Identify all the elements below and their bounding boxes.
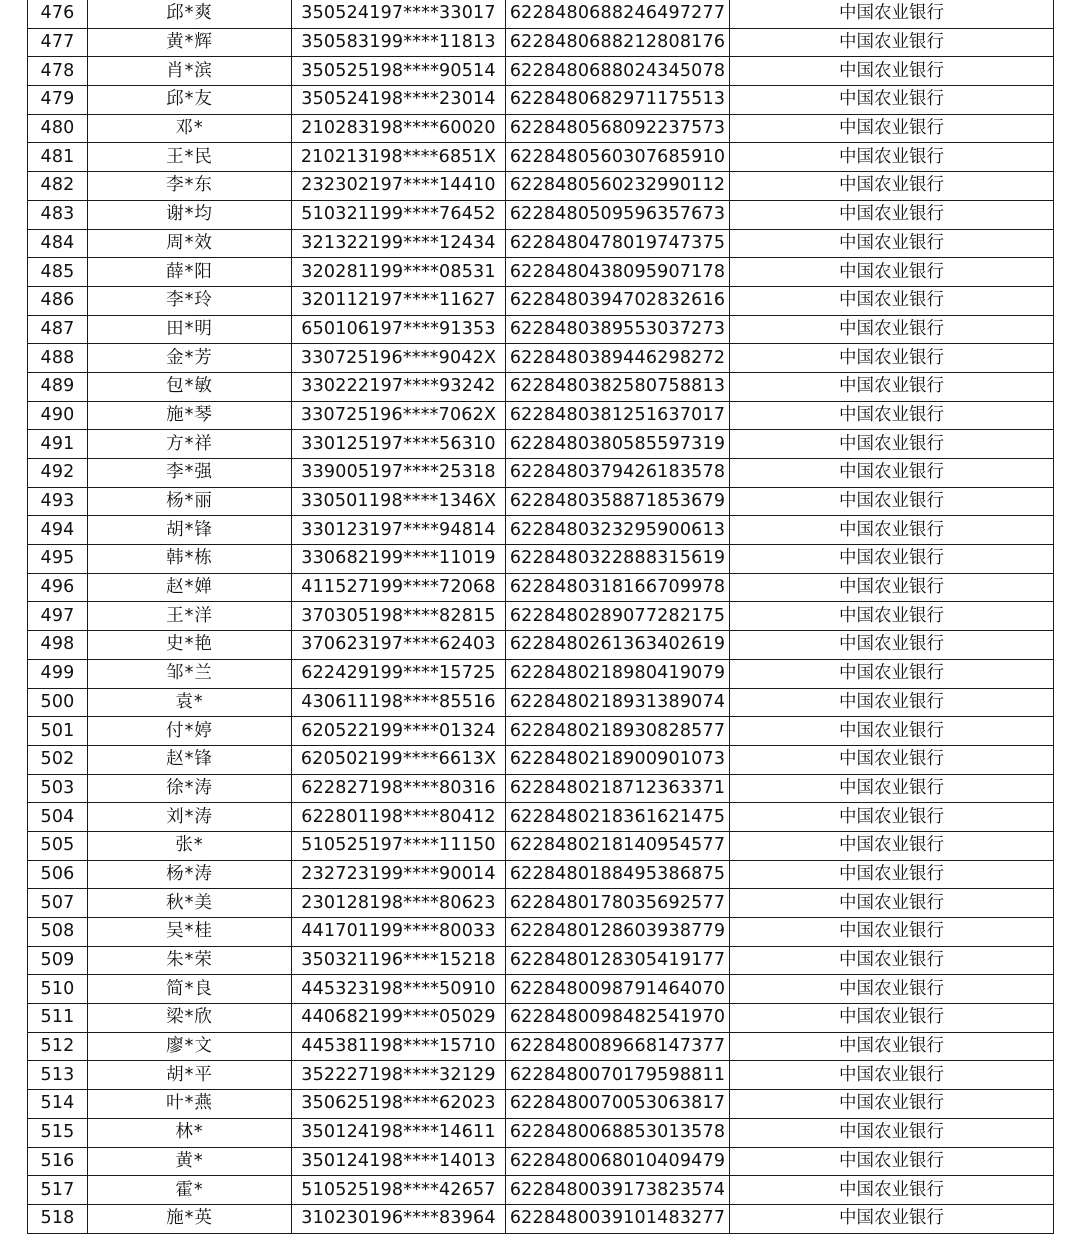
- id-number-cell: 210283198****60020: [292, 114, 506, 143]
- bank-name-cell: 中国农业银行: [730, 774, 1054, 803]
- card-number-cell: 6228480323295900613: [506, 516, 730, 545]
- bank-name-cell: 中国农业银行: [730, 114, 1054, 143]
- card-number-cell: 6228480070179598811: [506, 1061, 730, 1090]
- table-row: [28, 1204, 1054, 1233]
- card-number-cell: 6228480568092237573: [506, 114, 730, 143]
- card-number-cell: 6228480560232990112: [506, 172, 730, 201]
- table-body: [28, 0, 1054, 1233]
- table-row: [28, 286, 1054, 315]
- card-number-cell: 6228480128603938779: [506, 918, 730, 947]
- bank-name-cell: 中国农业银行: [730, 1090, 1054, 1119]
- id-number-cell: 510525198****42657: [292, 1176, 506, 1205]
- id-number-cell: 310230196****83964: [292, 1204, 506, 1233]
- row-number-cell: 510: [28, 975, 88, 1004]
- card-number-cell: 6228480218980419079: [506, 659, 730, 688]
- bank-name-cell: 中国农业银行: [730, 0, 1054, 28]
- bank-name-cell: 中国农业银行: [730, 487, 1054, 516]
- table-row: [28, 344, 1054, 373]
- bank-name-cell: 中国农业银行: [730, 918, 1054, 947]
- id-number-cell: 321322199****12434: [292, 229, 506, 258]
- name-cell: 谢*均: [88, 200, 292, 229]
- table-row: [28, 1004, 1054, 1033]
- name-cell: 薛*阳: [88, 258, 292, 287]
- id-number-cell: 232302197****14410: [292, 172, 506, 201]
- row-number-cell: 516: [28, 1147, 88, 1176]
- id-number-cell: 350583199****11813: [292, 28, 506, 57]
- name-cell: 王*洋: [88, 602, 292, 631]
- name-cell: 方*祥: [88, 430, 292, 459]
- bank-name-cell: 中国农业银行: [730, 516, 1054, 545]
- row-number-cell: 499: [28, 659, 88, 688]
- bank-name-cell: 中国农业银行: [730, 315, 1054, 344]
- card-number-cell: 6228480218900901073: [506, 745, 730, 774]
- bank-name-cell: 中国农业银行: [730, 1118, 1054, 1147]
- name-cell: 黄*: [88, 1147, 292, 1176]
- table-row: [28, 459, 1054, 488]
- row-number-cell: 493: [28, 487, 88, 516]
- bank-name-cell: 中国农业银行: [730, 57, 1054, 86]
- name-cell: 韩*栋: [88, 545, 292, 574]
- name-cell: 田*明: [88, 315, 292, 344]
- name-cell: 邹*兰: [88, 659, 292, 688]
- id-number-cell: 352227198****32129: [292, 1061, 506, 1090]
- table-row: [28, 1176, 1054, 1205]
- row-number-cell: 517: [28, 1176, 88, 1205]
- bank-name-cell: 中国农业银行: [730, 1147, 1054, 1176]
- card-number-cell: 6228480261363402619: [506, 631, 730, 660]
- bank-name-cell: 中国农业银行: [730, 688, 1054, 717]
- id-number-cell: 350524198****23014: [292, 86, 506, 115]
- id-number-cell: 230128198****80623: [292, 889, 506, 918]
- row-number-cell: 496: [28, 573, 88, 602]
- name-cell: 付*婷: [88, 717, 292, 746]
- table-row: [28, 631, 1054, 660]
- table-row: [28, 688, 1054, 717]
- table-row: [28, 602, 1054, 631]
- card-number-cell: 6228480394702832616: [506, 286, 730, 315]
- card-number-cell: 6228480039101483277: [506, 1204, 730, 1233]
- name-cell: 胡*锋: [88, 516, 292, 545]
- name-cell: 秋*美: [88, 889, 292, 918]
- row-number-cell: 504: [28, 803, 88, 832]
- name-cell: 吴*桂: [88, 918, 292, 947]
- table-row: [28, 1118, 1054, 1147]
- card-number-cell: 6228480218361621475: [506, 803, 730, 832]
- bank-name-cell: 中国农业银行: [730, 860, 1054, 889]
- row-number-cell: 513: [28, 1061, 88, 1090]
- bank-name-cell: 中国农业银行: [730, 459, 1054, 488]
- card-number-cell: 6228480358871853679: [506, 487, 730, 516]
- id-number-cell: 441701199****80033: [292, 918, 506, 947]
- name-cell: 赵*锋: [88, 745, 292, 774]
- name-cell: 施*英: [88, 1204, 292, 1233]
- row-number-cell: 518: [28, 1204, 88, 1233]
- bank-name-cell: 中国农业银行: [730, 172, 1054, 201]
- card-number-cell: 6228480688212808176: [506, 28, 730, 57]
- row-number-cell: 498: [28, 631, 88, 660]
- name-cell: 李*玲: [88, 286, 292, 315]
- name-cell: 王*民: [88, 143, 292, 172]
- name-cell: 周*效: [88, 229, 292, 258]
- row-number-cell: 497: [28, 602, 88, 631]
- name-cell: 邱*友: [88, 86, 292, 115]
- table-row: [28, 1061, 1054, 1090]
- name-cell: 朱*荣: [88, 946, 292, 975]
- row-number-cell: 488: [28, 344, 88, 373]
- card-number-cell: 6228480380585597319: [506, 430, 730, 459]
- card-number-cell: 6228480218712363371: [506, 774, 730, 803]
- card-number-cell: 6228480218931389074: [506, 688, 730, 717]
- card-number-cell: 6228480509596357673: [506, 200, 730, 229]
- bank-name-cell: 中国农业银行: [730, 602, 1054, 631]
- table-row: [28, 946, 1054, 975]
- card-number-cell: 6228480089668147377: [506, 1032, 730, 1061]
- card-number-cell: 6228480098791464070: [506, 975, 730, 1004]
- id-number-cell: 232723199****90014: [292, 860, 506, 889]
- bank-name-cell: 中国农业银行: [730, 745, 1054, 774]
- card-number-cell: 6228480098482541970: [506, 1004, 730, 1033]
- card-number-cell: 6228480478019747375: [506, 229, 730, 258]
- id-number-cell: 330222197****93242: [292, 372, 506, 401]
- table-row: [28, 172, 1054, 201]
- table-row: [28, 659, 1054, 688]
- table-row: [28, 745, 1054, 774]
- table-row: [28, 86, 1054, 115]
- card-number-cell: 6228480322888315619: [506, 545, 730, 574]
- bank-name-cell: 中国农业银行: [730, 1204, 1054, 1233]
- id-number-cell: 330501198****1346X: [292, 487, 506, 516]
- row-number-cell: 501: [28, 717, 88, 746]
- table-row: [28, 258, 1054, 287]
- bank-name-cell: 中国农业银行: [730, 344, 1054, 373]
- bank-name-cell: 中国农业银行: [730, 372, 1054, 401]
- table-row: [28, 401, 1054, 430]
- bank-name-cell: 中国农业银行: [730, 946, 1054, 975]
- bank-name-cell: 中国农业银行: [730, 401, 1054, 430]
- card-number-cell: 6228480178035692577: [506, 889, 730, 918]
- table-row: [28, 803, 1054, 832]
- row-number-cell: 484: [28, 229, 88, 258]
- name-cell: 叶*燕: [88, 1090, 292, 1119]
- id-number-cell: 350124198****14611: [292, 1118, 506, 1147]
- row-number-cell: 476: [28, 0, 88, 28]
- card-number-cell: 6228480318166709978: [506, 573, 730, 602]
- row-number-cell: 502: [28, 745, 88, 774]
- row-number-cell: 505: [28, 831, 88, 860]
- name-cell: 张*: [88, 831, 292, 860]
- row-number-cell: 477: [28, 28, 88, 57]
- row-number-cell: 494: [28, 516, 88, 545]
- name-cell: 史*艳: [88, 631, 292, 660]
- card-number-cell: 6228480188495386875: [506, 860, 730, 889]
- row-number-cell: 514: [28, 1090, 88, 1119]
- name-cell: 黄*辉: [88, 28, 292, 57]
- table-row: [28, 372, 1054, 401]
- name-cell: 赵*婵: [88, 573, 292, 602]
- bank-name-cell: 中国农业银行: [730, 573, 1054, 602]
- row-number-cell: 500: [28, 688, 88, 717]
- row-number-cell: 478: [28, 57, 88, 86]
- row-number-cell: 479: [28, 86, 88, 115]
- row-number-cell: 482: [28, 172, 88, 201]
- id-number-cell: 510321199****76452: [292, 200, 506, 229]
- id-number-cell: 622801198****80412: [292, 803, 506, 832]
- id-number-cell: 622429199****15725: [292, 659, 506, 688]
- name-cell: 施*琴: [88, 401, 292, 430]
- card-number-cell: 6228480218140954577: [506, 831, 730, 860]
- id-number-cell: 330125197****56310: [292, 430, 506, 459]
- card-number-cell: 6228480688246497277: [506, 0, 730, 28]
- table-row: [28, 717, 1054, 746]
- row-number-cell: 507: [28, 889, 88, 918]
- recipient-table: [27, 0, 1054, 1234]
- name-cell: 杨*丽: [88, 487, 292, 516]
- table-row: [28, 0, 1054, 28]
- bank-name-cell: 中国农业银行: [730, 1032, 1054, 1061]
- card-number-cell: 6228480070053063817: [506, 1090, 730, 1119]
- id-number-cell: 620522199****01324: [292, 717, 506, 746]
- card-number-cell: 6228480560307685910: [506, 143, 730, 172]
- table-row: [28, 1147, 1054, 1176]
- id-number-cell: 430611198****85516: [292, 688, 506, 717]
- card-number-cell: 6228480688024345078: [506, 57, 730, 86]
- name-cell: 杨*涛: [88, 860, 292, 889]
- card-number-cell: 6228480039173823574: [506, 1176, 730, 1205]
- table-row: [28, 889, 1054, 918]
- table-row: [28, 545, 1054, 574]
- table-row: [28, 114, 1054, 143]
- id-number-cell: 445323198****50910: [292, 975, 506, 1004]
- id-number-cell: 330682199****11019: [292, 545, 506, 574]
- row-number-cell: 512: [28, 1032, 88, 1061]
- id-number-cell: 350524197****33017: [292, 0, 506, 28]
- id-number-cell: 370305198****82815: [292, 602, 506, 631]
- row-number-cell: 492: [28, 459, 88, 488]
- name-cell: 袁*: [88, 688, 292, 717]
- name-cell: 刘*涛: [88, 803, 292, 832]
- id-number-cell: 350321196****15218: [292, 946, 506, 975]
- row-number-cell: 486: [28, 286, 88, 315]
- name-cell: 胡*平: [88, 1061, 292, 1090]
- card-number-cell: 6228480389446298272: [506, 344, 730, 373]
- id-number-cell: 210213198****6851X: [292, 143, 506, 172]
- row-number-cell: 481: [28, 143, 88, 172]
- bank-name-cell: 中国农业银行: [730, 1061, 1054, 1090]
- id-number-cell: 622827198****80316: [292, 774, 506, 803]
- row-number-cell: 508: [28, 918, 88, 947]
- table-row: [28, 860, 1054, 889]
- row-number-cell: 483: [28, 200, 88, 229]
- row-number-cell: 503: [28, 774, 88, 803]
- card-number-cell: 6228480068853013578: [506, 1118, 730, 1147]
- id-number-cell: 411527199****72068: [292, 573, 506, 602]
- name-cell: 徐*涛: [88, 774, 292, 803]
- bank-name-cell: 中国农业银行: [730, 143, 1054, 172]
- bank-name-cell: 中国农业银行: [730, 1004, 1054, 1033]
- id-number-cell: 350625198****62023: [292, 1090, 506, 1119]
- name-cell: 肖*滨: [88, 57, 292, 86]
- id-number-cell: 350525198****90514: [292, 57, 506, 86]
- bank-name-cell: 中国农业银行: [730, 430, 1054, 459]
- id-number-cell: 445381198****15710: [292, 1032, 506, 1061]
- card-number-cell: 6228480389553037273: [506, 315, 730, 344]
- id-number-cell: 350124198****14013: [292, 1147, 506, 1176]
- card-number-cell: 6228480128305419177: [506, 946, 730, 975]
- table-row: [28, 57, 1054, 86]
- table-row: [28, 487, 1054, 516]
- id-number-cell: 330123197****94814: [292, 516, 506, 545]
- bank-name-cell: 中国农业银行: [730, 258, 1054, 287]
- name-cell: 梁*欣: [88, 1004, 292, 1033]
- table-row: [28, 430, 1054, 459]
- bank-name-cell: 中国农业银行: [730, 975, 1054, 1004]
- bank-name-cell: 中国农业银行: [730, 229, 1054, 258]
- bank-name-cell: 中国农业银行: [730, 659, 1054, 688]
- row-number-cell: 515: [28, 1118, 88, 1147]
- table-row: [28, 975, 1054, 1004]
- table-row: [28, 774, 1054, 803]
- card-number-cell: 6228480218930828577: [506, 717, 730, 746]
- bank-name-cell: 中国农业银行: [730, 889, 1054, 918]
- id-number-cell: 330725196****7062X: [292, 401, 506, 430]
- name-cell: 李*东: [88, 172, 292, 201]
- table-row: [28, 1090, 1054, 1119]
- row-number-cell: 489: [28, 372, 88, 401]
- table-row: [28, 516, 1054, 545]
- table-row: [28, 315, 1054, 344]
- id-number-cell: 330725196****9042X: [292, 344, 506, 373]
- row-number-cell: 487: [28, 315, 88, 344]
- table-row: [28, 200, 1054, 229]
- card-number-cell: 6228480682971175513: [506, 86, 730, 115]
- bank-name-cell: 中国农业银行: [730, 1176, 1054, 1205]
- bank-name-cell: 中国农业银行: [730, 200, 1054, 229]
- row-number-cell: 509: [28, 946, 88, 975]
- table-row: [28, 918, 1054, 947]
- row-number-cell: 485: [28, 258, 88, 287]
- name-cell: 李*强: [88, 459, 292, 488]
- table-row: [28, 143, 1054, 172]
- row-number-cell: 495: [28, 545, 88, 574]
- bank-name-cell: 中国农业银行: [730, 28, 1054, 57]
- card-number-cell: 6228480289077282175: [506, 602, 730, 631]
- bank-name-cell: 中国农业银行: [730, 86, 1054, 115]
- row-number-cell: 490: [28, 401, 88, 430]
- name-cell: 简*良: [88, 975, 292, 1004]
- bank-name-cell: 中国农业银行: [730, 803, 1054, 832]
- id-number-cell: 650106197****91353: [292, 315, 506, 344]
- bank-name-cell: 中国农业银行: [730, 545, 1054, 574]
- bank-name-cell: 中国农业银行: [730, 717, 1054, 746]
- card-number-cell: 6228480438095907178: [506, 258, 730, 287]
- row-number-cell: 480: [28, 114, 88, 143]
- id-number-cell: 320112197****11627: [292, 286, 506, 315]
- card-number-cell: 6228480382580758813: [506, 372, 730, 401]
- id-number-cell: 370623197****62403: [292, 631, 506, 660]
- id-number-cell: 339005197****25318: [292, 459, 506, 488]
- bank-name-cell: 中国农业银行: [730, 286, 1054, 315]
- name-cell: 霍*: [88, 1176, 292, 1205]
- row-number-cell: 506: [28, 860, 88, 889]
- name-cell: 金*芳: [88, 344, 292, 373]
- name-cell: 包*敏: [88, 372, 292, 401]
- bank-name-cell: 中国农业银行: [730, 631, 1054, 660]
- id-number-cell: 620502199****6613X: [292, 745, 506, 774]
- table-row: [28, 28, 1054, 57]
- name-cell: 邱*爽: [88, 0, 292, 28]
- table-row: [28, 573, 1054, 602]
- table-row: [28, 1032, 1054, 1061]
- card-number-cell: 6228480379426183578: [506, 459, 730, 488]
- card-number-cell: 6228480381251637017: [506, 401, 730, 430]
- name-cell: 邓*: [88, 114, 292, 143]
- card-number-cell: 6228480068010409479: [506, 1147, 730, 1176]
- bank-name-cell: 中国农业银行: [730, 831, 1054, 860]
- table-row: [28, 831, 1054, 860]
- id-number-cell: 320281199****08531: [292, 258, 506, 287]
- name-cell: 林*: [88, 1118, 292, 1147]
- id-number-cell: 440682199****05029: [292, 1004, 506, 1033]
- name-cell: 廖*文: [88, 1032, 292, 1061]
- row-number-cell: 511: [28, 1004, 88, 1033]
- id-number-cell: 510525197****11150: [292, 831, 506, 860]
- table-row: [28, 229, 1054, 258]
- row-number-cell: 491: [28, 430, 88, 459]
